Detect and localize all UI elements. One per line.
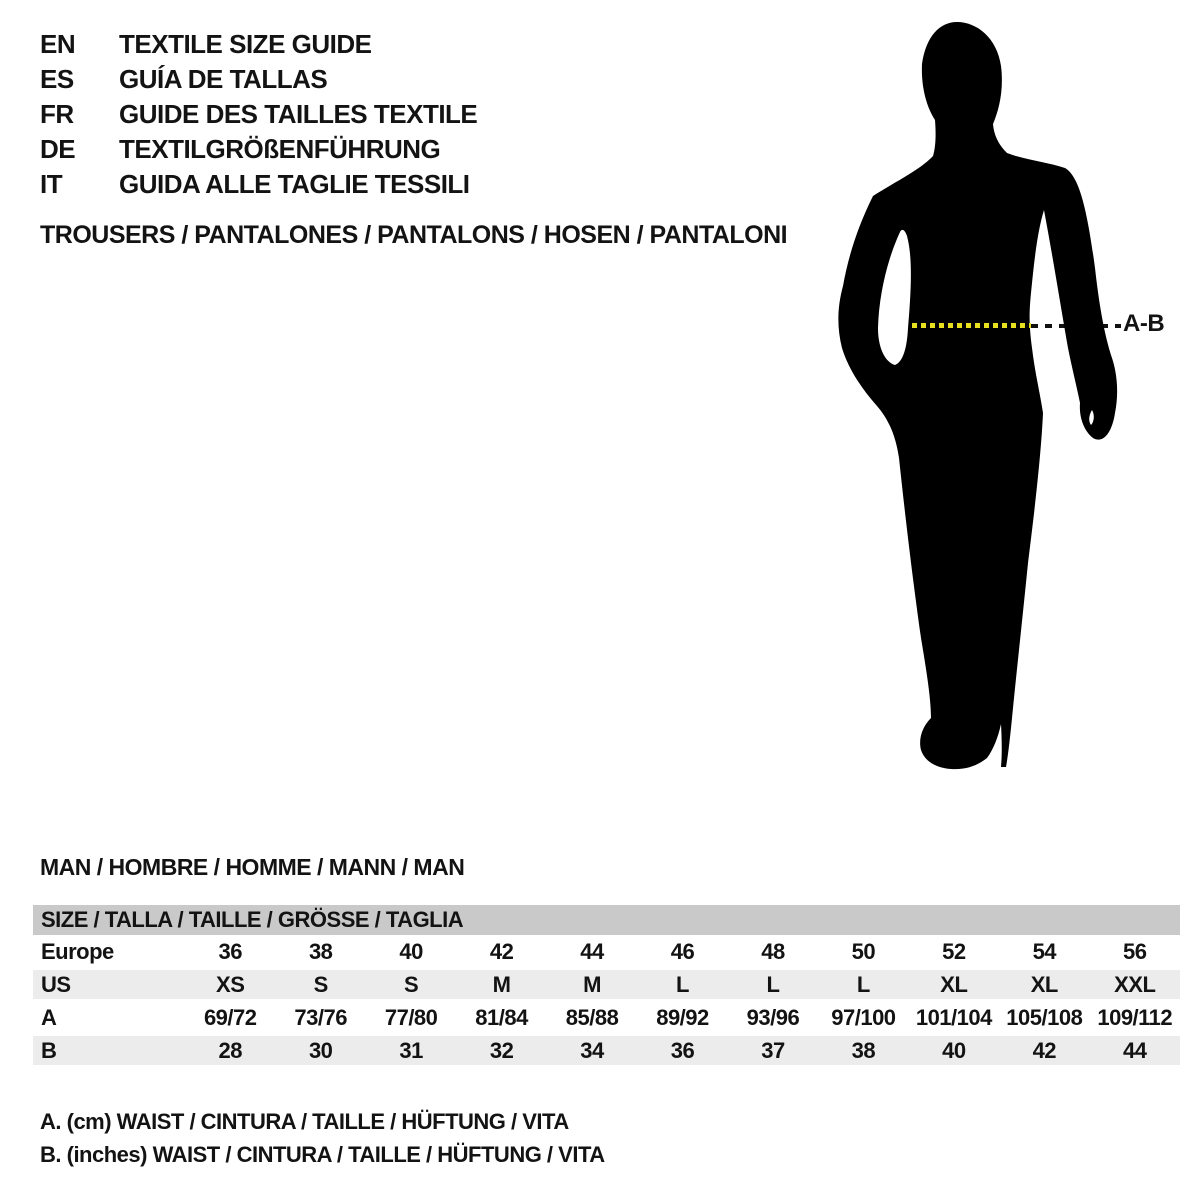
size-cell: XL [940, 971, 968, 997]
size-cell: 36 [670, 1037, 695, 1063]
size-cell: 52 [942, 938, 966, 964]
size-cell: M [492, 971, 511, 997]
waist-dotted-line [912, 323, 1031, 328]
size-cell: 46 [670, 938, 695, 964]
size-cell: 38 [851, 1037, 876, 1063]
size-row-b-inches [33, 1034, 1180, 1067]
man-silhouette [785, 18, 1135, 773]
language-row-es [40, 62, 477, 97]
size-cell: 28 [218, 1037, 242, 1063]
section-heading-man: MAN / HOMBRE / HOMME / MANN / MAN [40, 854, 465, 880]
size-cell: 109/112 [1097, 1004, 1173, 1030]
language-title: GUÍA DE TALLAS [119, 64, 328, 94]
size-cell: 54 [1032, 938, 1057, 964]
size-cell: 40 [399, 938, 423, 964]
measurement-notes [40, 1105, 605, 1171]
size-row-europe [33, 935, 1180, 968]
size-row-us [33, 968, 1180, 1001]
row-label: B [41, 1037, 57, 1063]
language-code: IT [40, 169, 63, 199]
size-cell: 81/84 [475, 1004, 528, 1030]
size-cell: XL [1030, 971, 1058, 997]
size-cell: 77/80 [384, 1004, 438, 1030]
size-cell: 42 [489, 938, 514, 964]
size-cell: M [583, 971, 601, 997]
size-cell: 40 [942, 1037, 966, 1063]
size-cell: 101/104 [915, 1004, 992, 1030]
size-cell: 48 [761, 938, 785, 964]
size-cell: 56 [1123, 938, 1147, 964]
size-cell: 42 [1032, 1037, 1057, 1063]
language-title: GUIDA ALLE TAGLIE TESSILI [119, 169, 470, 199]
language-row-en [40, 27, 477, 62]
language-title: TEXTILE SIZE GUIDE [119, 29, 372, 59]
size-cell: L [856, 971, 870, 997]
product-heading: TROUSERS / PANTALONES / PANTALONS / HOSEN / PANTALONI [40, 221, 788, 249]
size-cell: 32 [489, 1037, 514, 1063]
size-cell: 85/88 [565, 1004, 619, 1030]
language-code: FR [40, 99, 74, 129]
language-title: GUIDE DES TAILLES TEXTILE [119, 99, 478, 129]
size-cell: XS [216, 971, 245, 997]
size-cell: S [404, 971, 419, 997]
row-label: Europe [41, 938, 114, 964]
language-row-it [40, 167, 477, 202]
size-cell: 89/92 [656, 1004, 709, 1030]
size-cell: 69/72 [203, 1004, 257, 1030]
size-cell: 36 [218, 938, 242, 964]
size-cell: 38 [308, 938, 333, 964]
row-label: A [41, 1004, 57, 1030]
size-cell: XXL [1114, 971, 1156, 997]
size-cell: 73/76 [294, 1004, 347, 1030]
size-table [33, 905, 1180, 1067]
size-cell: 44 [580, 938, 604, 964]
size-cell: 50 [851, 938, 876, 964]
size-cell: L [676, 971, 689, 997]
size-cell: 34 [580, 1037, 604, 1063]
size-cell: 97/100 [831, 1004, 896, 1030]
size-cell: S [313, 971, 328, 997]
size-cell: 31 [399, 1037, 423, 1063]
size-cell: 30 [308, 1037, 333, 1063]
row-label: US [41, 971, 71, 997]
language-title: TEXTILGRÖßENFÜHRUNG [119, 134, 441, 164]
waist-measure-label: A-B [1123, 310, 1165, 337]
language-code: EN [40, 29, 76, 59]
size-cell: 105/108 [1006, 1004, 1083, 1030]
size-cell: 37 [761, 1037, 785, 1063]
size-cell: 44 [1123, 1037, 1147, 1063]
language-code: DE [40, 134, 76, 164]
size-table-header: SIZE / TALLA / TAILLE / GRÖSSE / TAGLIA [33, 905, 1180, 935]
language-row-de [40, 132, 477, 167]
size-cell: L [766, 971, 780, 997]
note-a-cm: A. (cm) WAIST / CINTURA / TAILLE / HÜFTUNG / VITA [40, 1109, 569, 1134]
language-code: ES [40, 64, 74, 94]
note-b-inches: B. (inches) WAIST / CINTURA / TAILLE / HÜFTUNG / VITA [40, 1142, 605, 1167]
man-silhouette-body [838, 22, 1117, 769]
size-cell: 93/96 [746, 1004, 800, 1030]
language-list [40, 27, 477, 202]
language-row-fr [40, 97, 477, 132]
size-row-a-cm [33, 1001, 1180, 1034]
